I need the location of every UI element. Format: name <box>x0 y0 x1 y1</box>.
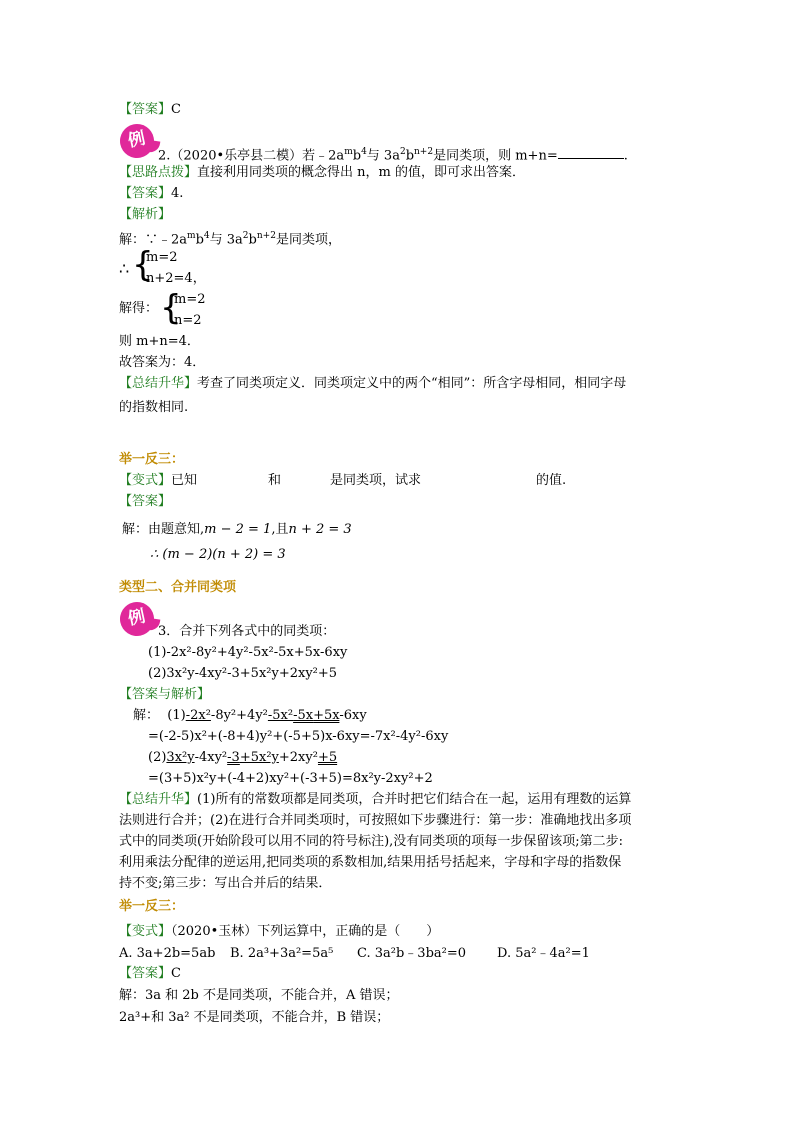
variant-1-question: 【变式】已知 <box>119 473 198 488</box>
variant-1-value: 的值. <box>536 473 567 488</box>
system-eq-2: n+2=4， <box>146 271 206 286</box>
idea-line: 【思路点拨】直接利用同类项的概念得出 n，m 的值，即可求出答案． <box>119 165 525 180</box>
answer-analysis-tag: 【答案与解析】 <box>119 687 211 702</box>
option-b: B. 2a³+3a²=5a⁵ <box>230 946 334 961</box>
variant-2-explain-1: 解：3a 和 2b 不是同类项，不能合并，A 错误； <box>119 988 399 1003</box>
option-c: C. 3a²b﹣3ba²=0 <box>357 946 467 961</box>
example-3-part-2: (2)3x²y-4xy²-3+5x²y+2xy²+5 <box>148 666 338 681</box>
variant-1-and: 和 <box>268 473 282 488</box>
solution-3-line-1: 解： (1)-2x²-8y²+4y²-5x²-5x+5x-6xy <box>133 708 367 723</box>
variant-1-answer-tag: 【答案】 <box>119 494 172 509</box>
summary-line-1: 【总结升华】考查了同类项定义．同类项定义中的两个“相同”：所含字母相同，相同字母 <box>119 376 627 391</box>
example-badge-3: 例 <box>117 599 157 639</box>
practice-heading-1: 举一反三： <box>119 452 185 467</box>
example-2-question: 2.（2020•乐亭县二模）若$﹣2a^mb^4$与 $3a^2b^{n+2}$是同类项，则 m+n= . <box>158 147 628 164</box>
solution-3-line-3: (2)3x²y-4xy²-3+5x²y+2xy²+5 <box>148 750 338 765</box>
result-eq-2: n=2 <box>174 313 202 328</box>
answer-value: C <box>171 102 181 117</box>
type-2-heading: 类型二、合并同类项 <box>119 580 237 595</box>
summary-line-1b: 的指数相同. <box>119 400 189 415</box>
summary-2-line-1: 【总结升华】(1)所有的常数项都是同类项，合并时把它们结合在一起，运用有理数的运算 <box>119 792 632 807</box>
left-brace-1: { <box>132 245 154 285</box>
variant-2-answer: 【答案】C <box>119 966 181 981</box>
analysis-tag: 【解析】 <box>119 207 172 222</box>
answer-tag: 【答案】 <box>119 102 172 117</box>
answer-blank <box>558 145 624 159</box>
therefore-symbol: ∴ <box>119 259 130 278</box>
example-3-part-1: (1)-2x²-8y²+4y²-5x²-5x+5x-6xy <box>148 645 348 660</box>
example-badge-2: 例 <box>117 121 157 161</box>
left-brace-2: { <box>160 288 182 328</box>
option-a: A. 3a+2b=5ab <box>119 946 216 961</box>
then-line: 则 m+n=4． <box>119 334 200 349</box>
system-eq-1: m=2 <box>146 250 178 265</box>
summary-2-line-3: 式中的同类项(开始阶段可以用不同的符号标注),没有同类项的项每一步保留该项;第二步: <box>119 834 624 849</box>
result-eq-1: m=2 <box>174 292 206 307</box>
summary-2-line-2: 法则进行合并；(2)在进行合并同类项时，可按照如下步骤进行：第一步：准确地找出多项 <box>119 813 632 828</box>
variant-2-explain-2: 2a³+和 3a² 不是同类项，不能合并，B 错误； <box>119 1010 390 1025</box>
solve-label: 解得： <box>119 301 159 316</box>
practice-heading-2: 举一反三： <box>119 899 185 914</box>
summary-2-line-5: 持不变;第三步：写出合并后的结果． <box>119 876 332 891</box>
variant-2-question: 【变式】（2020•玉林）下列运算中，正确的是（ ） <box>119 924 440 939</box>
example-3-title: 3．合并下列各式中的同类项： <box>158 624 336 639</box>
answer-line-1 <box>119 100 181 120</box>
solution-3-line-4: =(3+5)x²y+(-4+2)xy²+(-3+5)=8x²y-2xy²+2 <box>148 771 433 786</box>
final-answer-line: 故答案为：4． <box>119 355 206 370</box>
answer-line-2: 【答案】4. <box>119 186 184 201</box>
summary-2-line-4: 利用乘法分配律的逆运用,把同类项的系数相加,结果用括号括起来，字母和字母的指数保 <box>119 855 622 870</box>
variant-1-solution-1: 解：由题意知,m − 2 = 1,且n + 2 = 3 <box>122 522 352 537</box>
solution-line-1: 解：$\because﹣2a^mb^4$与 $3a^2b^{n+2}$是同类项， <box>119 231 341 248</box>
solution-3-line-2: =(-2-5)x²+(-8+4)y²+(-5+5)x-6xy=-7x²-4y²-6xy <box>148 729 449 744</box>
option-d: D. 5a²﹣4a²=1 <box>497 946 590 961</box>
variant-1-same-type: 是同类项，试求 <box>330 473 422 488</box>
variant-1-solution-2: ∴ (m − 2)(n + 2) = 3 <box>150 547 286 562</box>
